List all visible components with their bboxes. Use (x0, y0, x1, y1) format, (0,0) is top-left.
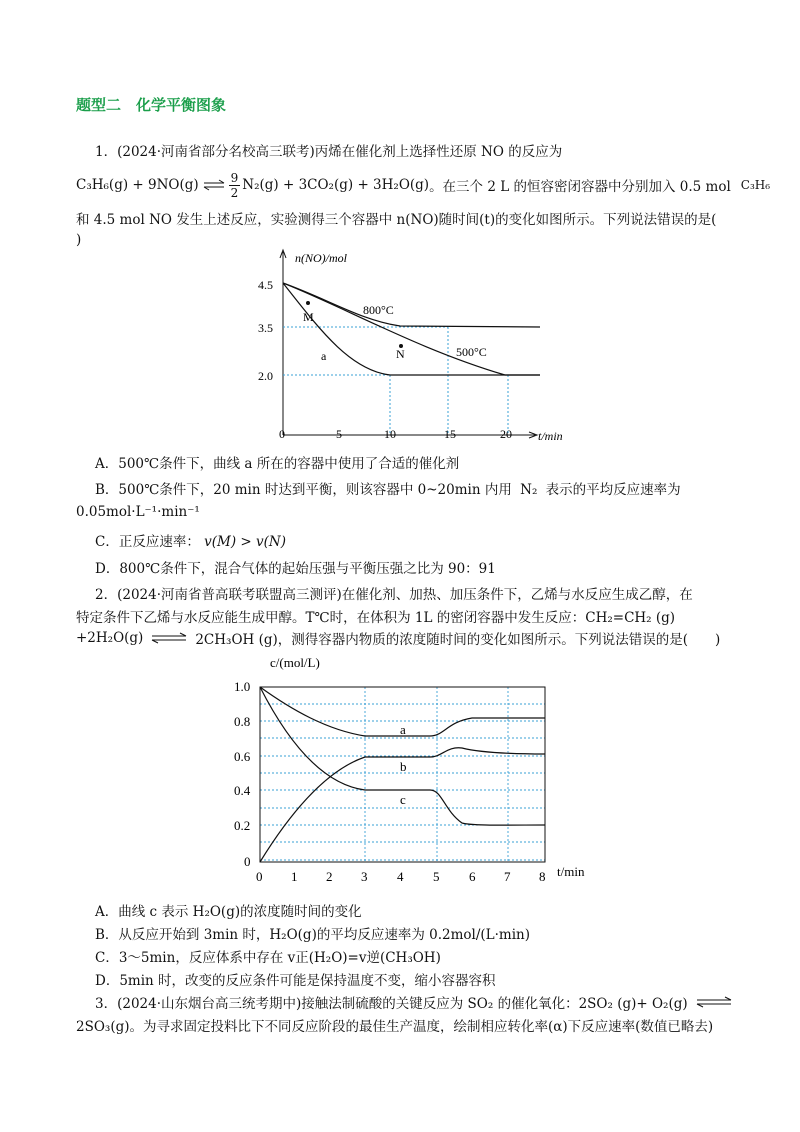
reversible-arrow-icon (696, 996, 732, 1008)
chart2-ytick: 0.4 (234, 783, 251, 798)
q1-option-d: D．800℃条件下，混合气体的起始压强与平衡压强之比为 90：91 (95, 561, 496, 577)
q1-stem-line1: 1．(2024·河南省部分名校高三联考)丙烯在催化剂上选择性还原 NO 的反应为 (95, 144, 563, 160)
fraction-numerator: 9 (230, 170, 239, 185)
chart1-point-m (306, 301, 310, 305)
chart2-label-c: c (400, 792, 406, 807)
chart2-ylabel: c/(mol/L) (270, 655, 320, 670)
chart2-xtick: 1 (291, 869, 298, 884)
chart1-label-500c: 500°C (456, 345, 487, 359)
chart2-xlabel: t/min (557, 864, 585, 879)
chart1-xtick: 15 (444, 427, 456, 441)
chart2-ytick: 0.8 (234, 714, 251, 729)
q2-option-b: B．从反应开始到 3min 时，H₂O(g)的平均反应速率为 0.2mol/(L·min) (95, 927, 530, 943)
chart1-label-n: N (396, 347, 405, 361)
chart1-label-a: a (321, 349, 327, 363)
section-title: 题型二 化学平衡图象 (76, 96, 227, 114)
q1-option-b-text: B．500℃条件下，20 min 时达到平衡，则该容器中 0~20min 内用 (95, 482, 512, 498)
q2-stem-line2: 特定条件下乙烯与水反应能生成甲醇。T℃时，在体积为 1L 的密闭容器中发生反应：CH₂=CH₂ (g) (76, 610, 676, 626)
fraction-denominator: 2 (230, 185, 239, 200)
q2-option-c: C．3～5min，反应体系中存在 v正(H₂O)=v逆(CH₃OH) (95, 950, 441, 966)
q2-stem-line3 (76, 628, 720, 648)
chart2-xtick: 7 (504, 869, 511, 884)
chart2-label-b: b (400, 759, 407, 774)
q1-eq-right: N₂(g) + 3CO₂(g) + 3H₂O(g) (242, 177, 430, 193)
q1-option-c-text: C．正反应速率： (95, 534, 200, 550)
q1-stem-line2-tail: 。在三个 2 L 的恒容密闭容器中分别加入 0.5 mol (429, 179, 731, 195)
q1-option-b-tail: 表示的平均反应速率为 (545, 482, 681, 498)
chart2-ytick: 1.0 (234, 679, 251, 694)
q3-stem-line2: 2SO₃(g)。为寻求固定投料比下不同反应阶段的最佳生产温度，绘制相应转化率(α)下反应速率(数值已略去) (76, 1019, 714, 1035)
chart2-xtick: 3 (361, 869, 368, 884)
chart2-label-a: a (400, 722, 406, 737)
q2-eq-left: +2H₂O(g) (76, 630, 144, 646)
chart1-xtick: 0 (279, 427, 285, 441)
chart2-xtick: 6 (469, 869, 476, 884)
chart2-xtick: 2 (326, 869, 333, 884)
q3-stem-text: 3．(2024·山东烟台高三统考期中)接触法制硫酸的关键反应为 SO₂ 的催化氧化：2SO₂ (g)+ O₂(g) (95, 996, 688, 1012)
chart1-curve-800c (283, 283, 540, 327)
q1-option-b-n2: N₂ (520, 482, 538, 498)
chart2-xtick: 8 (539, 869, 546, 884)
chart1-ytick: 3.5 (258, 321, 273, 335)
q3-stem-line1 (95, 992, 732, 1012)
q1-eq-left: C₃H₆(g) + 9NO(g) (76, 177, 199, 193)
q1-option-c (95, 530, 286, 550)
chart2-ytick: 0.6 (234, 749, 251, 764)
chart2-xtick: 0 (256, 869, 263, 884)
q1-stem-line4: ) (76, 232, 82, 248)
reversible-arrow-icon (151, 632, 187, 644)
q1-equation-line (76, 168, 770, 202)
q2-stem-line1: 2．(2024·河南省普高联考联盟高三测评)在催化剂、加热、加压条件下，乙烯与水反应生成乙醇，在 (95, 587, 693, 603)
q1-option-a: A．500℃条件下，曲线 a 所在的容器中使用了合适的催化剂 (95, 456, 460, 472)
chart1-nno-vs-time (250, 240, 563, 446)
q1-c3h6: C₃H₆ (740, 178, 771, 192)
q1-option-b-line1 (95, 478, 681, 498)
chart1-label-800c: 800°C (363, 303, 394, 317)
q2-option-d: D．5min 时，改变的反应条件可能是保持温度不变，缩小容器容积 (95, 973, 496, 989)
q2-option-a: A．曲线 c 表示 H₂O(g)的浓度随时间的变化 (95, 904, 362, 920)
chart2-conc-vs-time (232, 650, 602, 895)
chart2-ytick: 0 (244, 854, 251, 869)
chart1-ytick: 2.0 (258, 369, 273, 383)
q1-option-b-line2: 0.05mol·L⁻¹·min⁻¹ (76, 504, 200, 520)
chart2-xtick: 4 (397, 869, 404, 884)
chart1-xtick: 5 (336, 427, 342, 441)
q1-stem-line3: 和 4.5 mol NO 发生上述反应，实验测得三个容器中 n(NO)随时间(t)的变化如图所示。下列说法错误的是( (76, 212, 717, 228)
chart1-xlabel: t/min (538, 429, 563, 443)
chart1-ytick: 4.5 (258, 278, 273, 292)
q2-eq-right: 2CH₃OH (g)，测得容器内物质的浓度随时间的变化如图所示。下列说法错误的是( ) (195, 632, 721, 648)
chart2-xtick: 5 (433, 869, 440, 884)
q1-option-c-expr: v(M) > v(N) (204, 534, 286, 550)
chart1-ylabel: n(NO)/mol (295, 251, 347, 265)
chart2-ytick: 0.2 (234, 818, 251, 833)
q1-eq-fraction (229, 171, 241, 200)
chart1-label-m: M (303, 310, 314, 324)
reversible-arrow-icon (203, 179, 225, 191)
chart1-xtick: 20 (500, 427, 512, 441)
chart1-xtick: 10 (384, 427, 396, 441)
